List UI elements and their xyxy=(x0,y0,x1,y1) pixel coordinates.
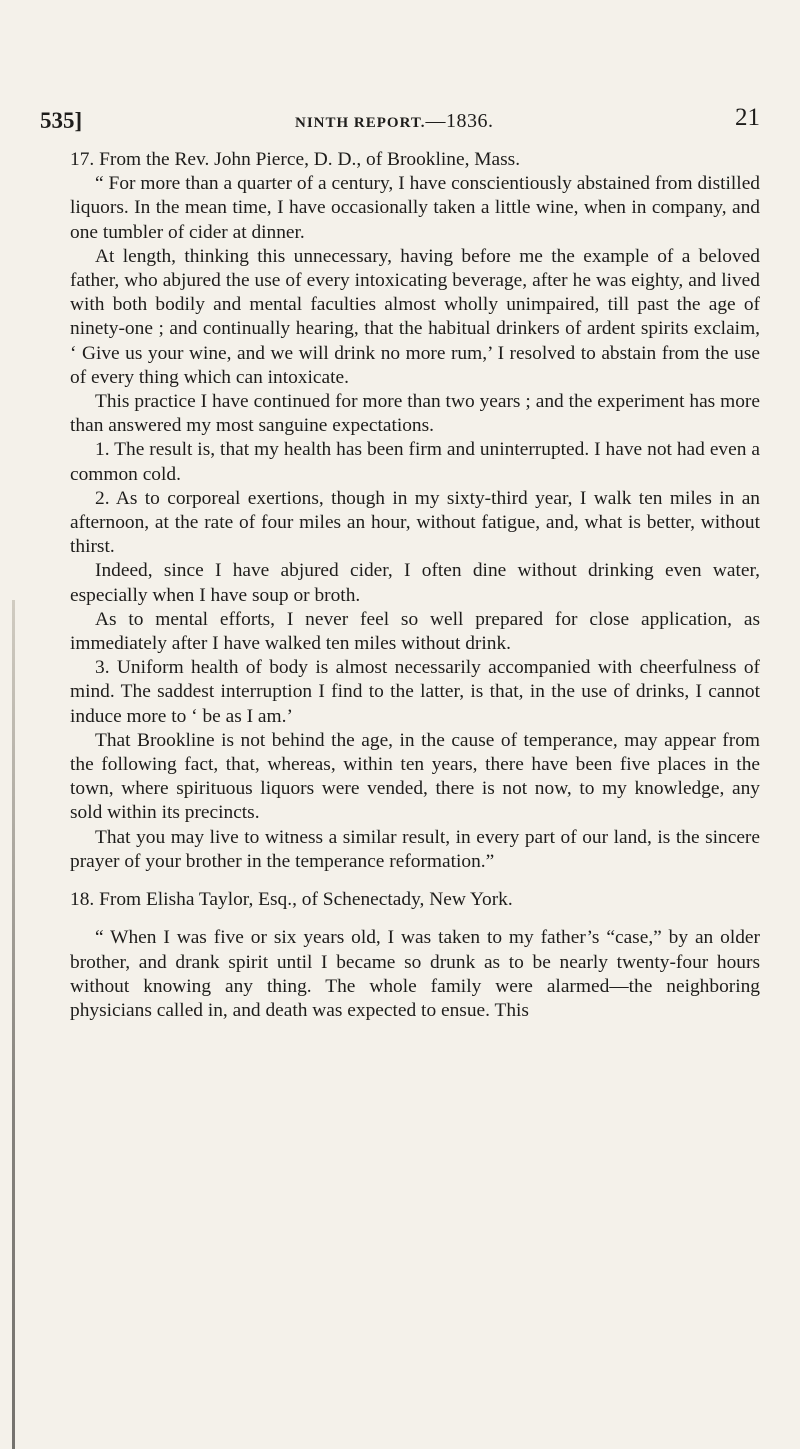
page-number: 535] xyxy=(40,108,83,133)
folio-number: 21 xyxy=(735,104,760,131)
paragraph: This practice I have continued for more than two years ; and the experiment has more than answered my most sanguine expectations. xyxy=(70,391,760,437)
binding-shadow xyxy=(12,600,15,1449)
running-title-text: NINTH REPORT. xyxy=(295,115,426,131)
section-heading-17: 17. From the Rev. John Pierce, D. D., of Brookline, Mass. xyxy=(70,149,521,170)
running-title xyxy=(295,110,494,133)
paragraph: That Brookline is not behind the age, in the cause of temperance, may appear from the following fact, that, whereas, within ten years, there have been five places in the town, where spirituous liquors were vended, there is not now, to my knowledge, any sold within its precincts. xyxy=(70,729,760,824)
paragraph: At length, thinking this unnecessary, having before me the example of a beloved father, who abjured the use of every intoxicating beverage, after he was eighty, and lived with both bodily and mental faculties almost wholly unimpaired, till past the age of ninety-one ; and continually hearing, that the habitual drinkers of ardent spirits exclaim, ‘ Give us your wine, and we will drink no more rum,’ I resolved to abstain from the use of every thing which can intoxicate. xyxy=(70,245,760,388)
running-title-year: —1836. xyxy=(425,110,494,132)
body-text xyxy=(70,148,760,1023)
section-heading-18: 18. From Elisha Taylor, Esq., of Schenectady, New York. xyxy=(70,889,513,911)
paragraph: 2. As to corporeal exertions, though in my sixty-third year, I walk ten miles in an afternoon, at the rate of four miles an hour, without fatigue, and, what is better, without thirst. xyxy=(70,487,760,558)
paragraph: 1. The result is, that my health has been firm and uninterrupted. I have not had even a common cold. xyxy=(70,439,760,485)
paragraph: That you may live to witness a similar result, in every part of our land, is the sincere prayer of your brother in the temperance reformation.” xyxy=(70,826,760,872)
paragraph: Indeed, since I have abjured cider, I often dine without drinking even water, especially when I have soup or broth. xyxy=(70,560,760,606)
paragraph: 3. Uniform health of body is almost necessarily accompanied with cheerfulness of mind. The saddest interruption I find to the latter, is that, in the use of drinks, I cannot induce more to ‘ be as I am.’ xyxy=(70,657,760,727)
paragraph: As to mental efforts, I never feel so well prepared for close application, as immediately after I have walked ten miles without drink. xyxy=(70,608,760,655)
page-header xyxy=(40,104,760,138)
paragraph: “ When I was five or six years old, I was taken to my father’s “case,” by an older brother, and drank spirit until I became so drunk as to be nearly twenty-four hours without knowing any thing. The whole family were alarmed—the neighboring physicians called in, and death was expected to ensue. This xyxy=(70,927,760,1021)
paragraph: “ For more than a quarter of a century, I have conscientiously abstained from distilled liquors. In the mean time, I have occasionally taken a little wine, when in company, and one tumbler of cider at dinner. xyxy=(70,173,760,243)
